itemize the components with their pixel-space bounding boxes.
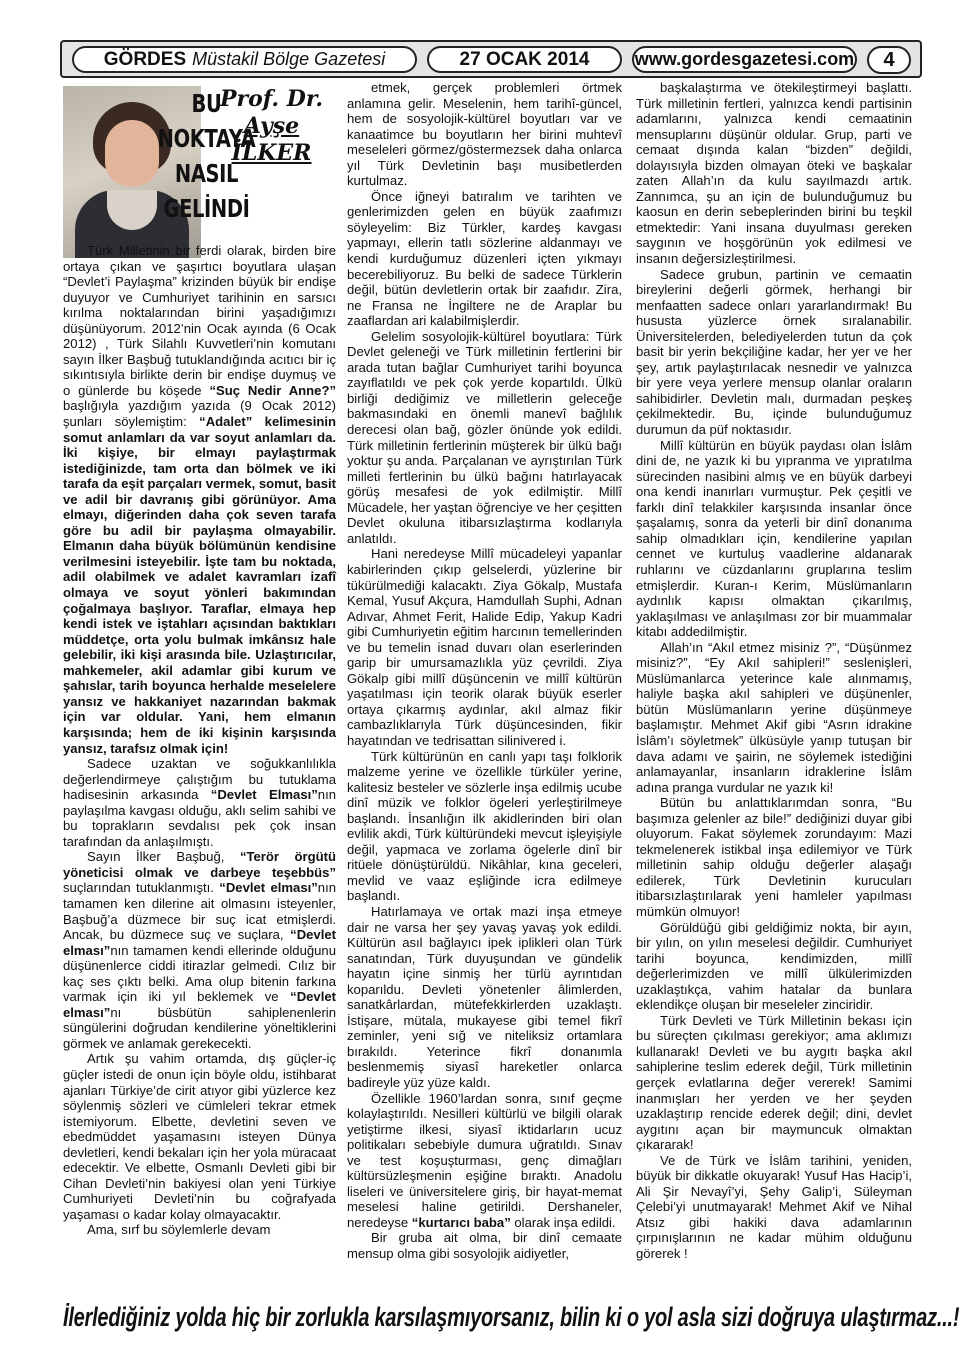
newspaper-subtitle: Müstakil Bölge Gazetesi: [192, 49, 386, 69]
article-paragraph: Türk Milletinin bir ferdi olarak, birden bire ortaya çıkan ve şaşırtıcı boyutlara ulaşan “Devlet’i Paylaşma” krizinden büyük bir endişe duyuyor ve Cumhuriyet tarihinin en sarsıcı kırılma noktalarından birini yaşadığımızı düşünüyorum. 2012’nin Ocak ayında (6 Ocak 2012) , Türk Silahlı Kuvvetleri’nin komutanı sayın İlker Başbuğ tutuklandığında acıtıcı bir iç sıkıntısıyla birlikte derin bir endişe duymuş ve o günlerde bu köşede “Suç Nedir Anne?” başlığıyla yazdığım yazıda (9 Ocak 2012) şunları söylemiştim: “Adalet” kelimesinin somut anlamları da var soyut anlamları da. İki kişiye, bir elmayı paylaştırmak istediğinizde, tam orta dan bölmek ve iki tarafa da eşit parçaları vermek, somut, basit ve adil bir davranış gibi görünüyor. Ama elmayı, diğerinden daha çok seven tarafa göre bu adil bir paylaşma olmayabilir. Elmanın daha büyük bölümünün kendisine verilmesini isteyebilir. İşte tam bu noktada, adil olabilmek ve adalet kavramları izafî olmaya ve soyut yönleri bakımından çoğalmaya başlıyor. Taraflar, elmaya hep kendi istek ve iştahları açısından baktıkları müddetçe, orta yolu bulmak imkânsız hale gelebilir, iki kişi arasında bile. Uzlaştırıcılar, mahkemeler, akil adamlar gibi kurum ve şahıslar, tarih boyunca herhalde meselelere yansız ve hakkaniyet nazarından bakmak için var oldular. Yani, hem elmanın karşısında; hem de iki kişinin karşısında yansız, tarafsız olmak için!: [63, 243, 336, 756]
article-paragraph: Sayın İlker Başbuğ, “Terör örgütü yöneticisi olmak ve darbeye teşebbüs” suçlarından tutuklanmıştı. “Devlet elması”nın tamamen ken dilerine ait olmasını isteyenler, Başbuğ’a düzmece bir suç icat etmişlerdi. Ancak, bu düzmece suç ve suçlara, “Devlet elması”nın tamamen kendi ellerinde olduğunu düşünenlerce ciddi itirazlar gelmedi. Cılız bir kaç ses çıktı belki. Ama olup bitenin farkına varmak için iki yıl beklemek ve “Devlet elması”nı büsbütün sahiplenenlerin süngülerini doğrudan kendilerine yöneltiklerini görmek ve anlamak gerekecekti.: [63, 849, 336, 1051]
footer-quote: İlerlediğiniz yolda hiç bir zorlukla karsılaşmıyorsanız, bilin ki o yol asla sizi doğruya ulaştırmaz...!: [63, 1302, 960, 1332]
article-paragraph: Türk kültürünün en canlı yapı taşı folklorik malzeme yerine ve özellikle türküler yerine, kalitesiz besteler ve sözlerle inşa edilmiş ucube dinî müzik ve folklor ögeleri yerleştirilmeye başlandı. İnsanlığın ilk akidlerinden biri olan evlilik akdi, Türk kültüründeki mevcut işleyişiyle değil, yapmaca ve zorlama ögelerle dinî bir ritüele dönüştürüldü. Nikâhlar, kına geceleri, mevlid ve vaaz eşliğinde icra edilmeye başlandı.: [347, 748, 622, 904]
page-number: 4: [867, 46, 911, 74]
newspaper-title: GÖRDES: [103, 48, 187, 70]
article-paragraph: başkalaştırma ve ötekileştirmeyi başlattı. Türk milletinin fertleri, yalnızca kendi partisinin adamlarını, yalnızca kendi cemaatinin mensuplarını düşünür oldular. Grup, parti ve cemaat dışında kalan “bizden” değildi, dolayısıyla bizden olmayan öteki ve başkalar zaten Allah’ın da kulu sayılmazdı artık. Zannımca, şu an için de bulunduğumuz bu kaosun en derin sebeplerinden birini bu teşkil etmektedir: Yani insana duyulması gereken saygının ve hoşgörünün yok edilmesi ve insanın değersizleştirilmesi.: [636, 80, 912, 267]
bold-text: “kurtarıcı baba”: [411, 1214, 511, 1230]
article-paragraph: Hatırlamaya ve ortak mazi inşa etmeye dair ne varsa her şey yavaş yavaş yok edildi. Kültürün asıl bağlayıcı ipek iplikleri olan Türk sanatından, Türk duyuşundan ve gündelik hayatın içine sinmiş her türlü ayrıntıdan koparıldu. Devleti yönetenler âlimlerden, sanatkârlardan, mütefekkirlerden uzaklaştı. İstişare, mütala, mukayese gibi temel fikrî zeminler, yeni sığ ve niteliksiz ortamlara bırakıldı. Yeterince fikrî donanımla beslenmemiş siyasî hareketler onlarca badireyle yüz yüze kaldı.: [347, 903, 622, 1090]
article-paragraph: Ve de Türk ve İslâm tarihini, yeniden, büyük bir dikkatle okuyarak! Yusuf Has Hacip’i, Ali Şir Nevayî’yi, Şehy Galip’i, Süleyman Çelebi’yi unutmayarak! Mehmet Akif ve Nihal Atsız gibi hakiki dava adamlarının çırpınışlarının ne kadar mühim olduğunu görerek !: [636, 1152, 912, 1262]
article-paragraph: Görüldüğü gibi geldiğimiz nokta, bir ayın, bir yılın, on yılın meselesi değildir. Cumhuriyet tarihi boyunca, kendimizden, millî değerlerimizden ve millî ülkülerimizden uzaklaştıkça, vahim hatalar da bunlara eklendikçe oluşan bir meseleler zinciridir.: [636, 919, 912, 1013]
article-paragraph: Ama, sırf bu söylemlerle devam: [87, 1222, 271, 1238]
article-paragraph: Hani neredeyse Millî mücadeleyi yapanlar kabirlerinden çıkıp gelselerdi, yüzlerine bir tükürülmediği kalacaktı. Ziya Gökalp, Mustafa Kemal, Yusuf Akçura, Hamdullah Suphi, Adnan Adıvar, Ahmet Ferit, Halide Edip, Yakup Kadri gibi Cumhuriyetin eğitim harcının temellerinden ve bu temelin isnad duvarı olan eserlerinden garip bir umursamazlıkla yüz çevrildi. Ziya Gökalp gibi millî düşüncenin ve millî kültürün yaşatılması için teorik olarak büyük eserler ortaya çıkarmış aydınlar, akıl almaz fikir cambazlıklarıyla Türk düşüncesinden, fikir hayatından ve tedrisattan silinivered i.: [347, 546, 622, 748]
article-title: BU NOKTAYA NASIL GELİNDİ: [157, 89, 256, 223]
article-paragraph: etmek, gerçek problemleri örtmek anlamına gelir. Meselenin, hem tarihî-güncel, hem de sosyolojik-kültürel boyutları var ve kanaatimce bu boyutların her birini muhtevî meseleleri görmez/göstermezsek daha onlarca yıl Türk Devletinin başı musibetlerden kurtulmaz.: [347, 80, 622, 189]
bold-text: “Devlet elması”: [63, 927, 336, 958]
bold-text: “Suç Nedir Anne?”: [209, 382, 336, 398]
article-column-2: [347, 80, 622, 1262]
newspaper-name: [72, 46, 417, 73]
article-column-1: [63, 243, 336, 1238]
article-column-3: [636, 80, 912, 1262]
article-paragraph: Sadece grubun, partinin ve cemaatin bireylerini değerli görmek, herhangi bir menfaatten sadece onları yararlandırmak! Bu hususta yüzlerce örnek sıralanabilir. Üniversitelerden, belediyelerden tutun da çok basit bir yerin bekçiliğine kadar, her yer ve her şey, artık paylaştırılacak nesnedir ve yalnızca bir yere veya yerlere mensup olanlar oraların sahibidirler. Devletin malı, durmadan peşkeş çekilmektedir. Bu, içinde bulunduğumuz durumun da püf noktasıdır.: [636, 266, 912, 438]
article-paragraph: Bütün bu anlattıklarımdan sonra, “Bu başımıza gelenler az bile!” dediğinizi duyar gibi oluyorum. Fakat söylemek zorundayım: Mazi tekmelenerek istikbal inşa edilemiyor ve Türk milletinin sahip olduğu değerler alaşağı edilerek, Türk Devletinin kurucuları itibarsızlaştırılarak yeni hamleler yapılması mümkün olmuyor!: [636, 795, 912, 919]
author-first-name: Ayşe: [243, 113, 300, 139]
article-paragraph: Özellikle 1960’lardan sonra, sınıf geçme kolaylaştırıldı. Nesilleri kültürlü ve bilgili olarak yetiştirme ilkesi, siyasî iktidarların ucuz politikaları sebebiyle dumura uğratıldı. Sınav ve test koşuşturması, genç dimağları kültürsüzleşmenin eşiğine bıraktı. Anadolu liseleri ve üniversitelere giriş, bir hayat-memat meselesi haline getirildi. Dershaneler, neredeyse “kurtarıcı baba” olarak inşa edildi.: [347, 1090, 622, 1230]
article-paragraph: Önce iğneyi batıralım ve tarihten ve genlerimizden gelen en büyük zaafımızı söyleyelim: Biz Türkler, kardeş kavgası yapmayı, ellerin tatlı sözlerine aldanmayı ve kendi kurduğumuz düzenleri içten yıkmayı becerebiliyoruz. Bu belki de sadece Türklerin değil, bütün devletlerin ortak bir zaafıdır. Zira, ne Fransa ne İngiltere ne de Araplar bu zaaflardan ari kalabilmişlerdir.: [347, 188, 622, 329]
website-link[interactable]: www.gordesgazetesi.com: [632, 46, 857, 73]
page-header: [60, 40, 922, 78]
bold-text: “Devlet Elması”: [210, 787, 318, 803]
bold-text: “Adalet” kelimesinin somut anlamları da var soyut anlamları da. İki kişiye, bir elmayı paylaştırmak istediğinizde, tam orta dan bölmek ve iki tarafa da eşit parçaları vermek, somut, basit ve adil bir davranış gibi görünüyor. Ama elmayı, diğerinden daha çok seven tarafa göre bu adil bir paylaşma olmayabilir. Elmanın daha büyük bölümünün kendisine verilmesini isteyebilir. İşte tam bu noktada, adil olabilmek ve adalet kavramları izafî olmaya ve soyut yönleri bakımından çoğalmaya başlıyor. Taraflar, elmaya hep kendi istek ve iştahları açısından baktıkları müddetçe, orta yolu bulmak imkânsız hale gelebilir, iki kişi arasında bile. Uzlaştırıcılar, mahkemeler, akil adamlar gibi kurum ve şahıslar, tarih boyunca herhalde meselelere yansız ve hakkaniyet nazarından bakmak için var oldular. Yani, hem elmanın karşısında; hem de iki kişinin karşısında yansız, tarafsız olmak için!: [63, 414, 336, 756]
article-paragraph: Türk Devleti ve Türk Milletinin bekası için bu süreçten çıkılması gerekiyor; ama aklımızı kullanarak! Devleti ve bu aygıtı başka akıl sahiplerine teslim ederek değil, Türk milletinin gerçek evlatlarına değer vererek! Samimi inanmışları her yerden ve her şeyden uzaklaştırıp rencide ederek değil; dini, devlet aygıtını açan bir maymuncuk olmaktan çıkararak!: [636, 1012, 912, 1153]
author-last-name: İLKER: [231, 140, 312, 166]
article-paragraph: Allah’ın “Akıl etmez misiniz ?”, “Düşünmez misiniz?”, “Ey Akıl sahipleri!” seslenişleri, Müslümanlarca yeterince kale alınmamış, haliyle başka akıl sahipleri ve düşünenler, bütün Müslümanların yerine düşünmeye başlamıştır. Mehmet Akif gibi “Asrın idrakine İslâm’ı söyletmek” ülküsüyle yanıp tutuşan bir dava adamı ve şairin, ne söylemek istediğini anlamayanlar, insanların idraklerine İslâm adına pranga vurdular ne yazık ki!: [636, 639, 912, 795]
article-paragraph: Bir gruba ait olma, bir dinî cemaate mensup olma gibi sosyolojik aidiyetler,: [347, 1230, 622, 1262]
bold-text: “Devlet elması”: [219, 880, 318, 896]
article-paragraph: Artık şu vahim ortamda, dış güçler-iç güçler istedi de onun için böyle oldu, istihbarat ajanları Türkiye’de cirit atıyor gibi yüzlerce kez söylenmiş sözleri ve cümleleri tekrar etmek istemiyorum. Elbette, devletini seven ve ebedmüddet yaşamasını isteyen Dünya devletleri, kendi bekaları için her yola müracaat edecektir. Ve elbette, Osmanlı Devleti gibi bir Cihan Devleti’nin bakiyesi olan yeni Türkiye Cumhuriyeti Devleti’nin bu coğrafyada yaşaması o kadar kolay olmayacaktır.: [63, 1051, 336, 1222]
bold-text: “Devlet elması”: [63, 989, 336, 1020]
bold-text: “Terör örgütü yöneticisi olmak ve darbeye teşebbüs”: [63, 849, 336, 880]
article-paragraph: Gelelim sosyolojik-kültürel boyutlara: Türk Devlet geleneği ve Türk milletinin fertlerini bir arada tutan bağlar Cumhuriyet tarihi boyunca zayıflatıldı ve pek çok yerde kopartıldı. Ülkü birliği dediğimiz ve milletlerin geleceğe bakmasındaki en önemli manevî bağlılık derecesi olan bağ, gözler önünde yok edildi. Türk milletinin fertlerinin müşterek bir ülkü bağı yoktur şu anda. Parçalanan ve ayrıştırılan Türk milleti fertlerinin bu ülkü bağını hatırlayacak görüş mesafesi de yok edilmiştir. Millî Mücadele, her yaştan öğrenciye ve her çeşitten Devlet okuluna itibarsızlaştırma kodlarıyla anlatıldı.: [347, 328, 622, 546]
article-paragraph: Sadece uzaktan ve soğukkanlılıkla değerlendirmeye çalıştığım bu tutuklama hadisesinin arkasında “Devlet Elması”nın paylaşılma kavgası olduğu, aklı selim sahibi ve bu toprakların sevdalısı pek çok insan tarafından da anlaşılmıştı.: [63, 756, 336, 849]
author-title: Prof. Dr.: [219, 86, 324, 112]
article-paragraph: Millî kültürün en büyük paydası olan İslâm dini de, ne yazık ki bu yıpranma ve yıpratılma sürecinden nasibini almış ve en büyük darbeyi ona kendi inanırları vurmuştur. Pek çeşitli ve farklı dinî telakkiler karşısında insanlar önce şaşalamış, sonra da yeterli bir dinî donanıma sahip olmadıkları için, kendilerine yapılan cennet ve kurtuluş vaadlerine aldanarak ruhlarını ve cüzdanlarını gruplarına teslim etmişlerdir. Kuran-ı Kerim, Müslümanların aydınlık kapısı olmaktan çıkarılmış, yaklaşılması ve anlaşılması zor bir muammalar kitabı addedilmiştir.: [636, 437, 912, 640]
issue-date: 27 OCAK 2014: [427, 46, 622, 73]
